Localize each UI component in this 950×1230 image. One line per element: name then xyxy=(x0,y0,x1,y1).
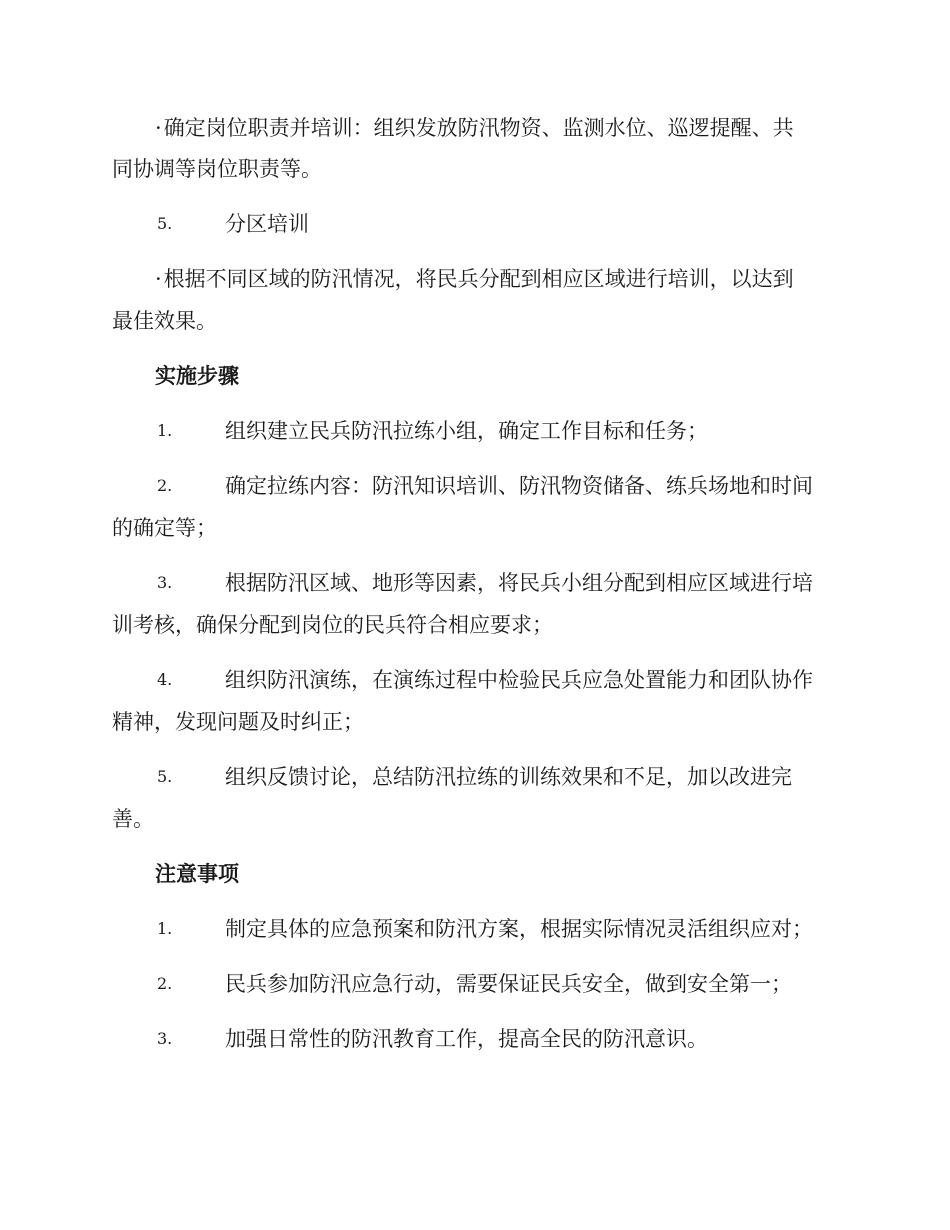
bullet-zone-line2: 最佳效果。 xyxy=(112,309,217,333)
section-heading-steps: 实施步骤 xyxy=(155,363,239,388)
step-text-line1: 组织防汛演练，在演练过程中检验民兵应急处置能力和团队协作 xyxy=(225,668,813,692)
note-text: 制定具体的应急预案和防汛方案，根据实际情况灵活组织应对； xyxy=(225,917,813,941)
zone-training-number: 5. xyxy=(157,214,173,233)
step-text-line1: 根据防汛区域、地形等因素，将民兵小组分配到相应区域进行培 xyxy=(225,571,813,595)
bullet-duties-text: 确定岗位职责并培训：组织发放防汛物资、监测水位、巡逻提醒、共 xyxy=(163,116,794,140)
note-number: 2. xyxy=(157,974,173,993)
zone-training-title: 分区培训 xyxy=(225,212,309,236)
bullet-marker: · xyxy=(155,116,162,140)
step-text-line1: 组织反馈讨论，总结防汛拉练的训练效果和不足，加以改进完 xyxy=(225,765,792,789)
step-number: 4. xyxy=(157,670,173,689)
step-text-line2: 精神，发现问题及时纠正； xyxy=(112,710,364,734)
bullet-zone-line1 xyxy=(155,265,794,293)
bullet-zone-text: 根据不同区域的防汛情况，将民兵分配到相应区域进行培训，以达到 xyxy=(163,267,794,291)
note-number: 1. xyxy=(157,919,173,938)
bullet-marker: · xyxy=(155,267,162,291)
step-text-line2: 的确定等； xyxy=(112,516,217,540)
bullet-duties-line1 xyxy=(155,114,794,142)
section-heading-notes: 注意事项 xyxy=(155,861,239,886)
step-text-line2: 训考核，确保分配到岗位的民兵符合相应要求； xyxy=(112,613,553,637)
step-text-line1: 确定拉练内容：防汛知识培训、防汛物资储备、练兵场地和时间 xyxy=(225,474,813,498)
step-number: 3. xyxy=(157,573,173,592)
step-text-line1: 组织建立民兵防汛拉练小组，确定工作目标和任务； xyxy=(225,419,708,443)
note-text: 加强日常性的防汛教育工作，提高全民的防汛意识。 xyxy=(225,1027,708,1051)
bullet-duties-line2: 同协调等岗位职责等。 xyxy=(112,157,322,181)
step-text-line2: 善。 xyxy=(112,807,154,831)
step-number: 2. xyxy=(157,476,173,495)
step-number: 1. xyxy=(157,421,173,440)
step-number: 5. xyxy=(157,767,173,786)
note-text: 民兵参加防汛应急行动，需要保证民兵安全，做到安全第一； xyxy=(225,972,792,996)
note-number: 3. xyxy=(157,1029,173,1048)
